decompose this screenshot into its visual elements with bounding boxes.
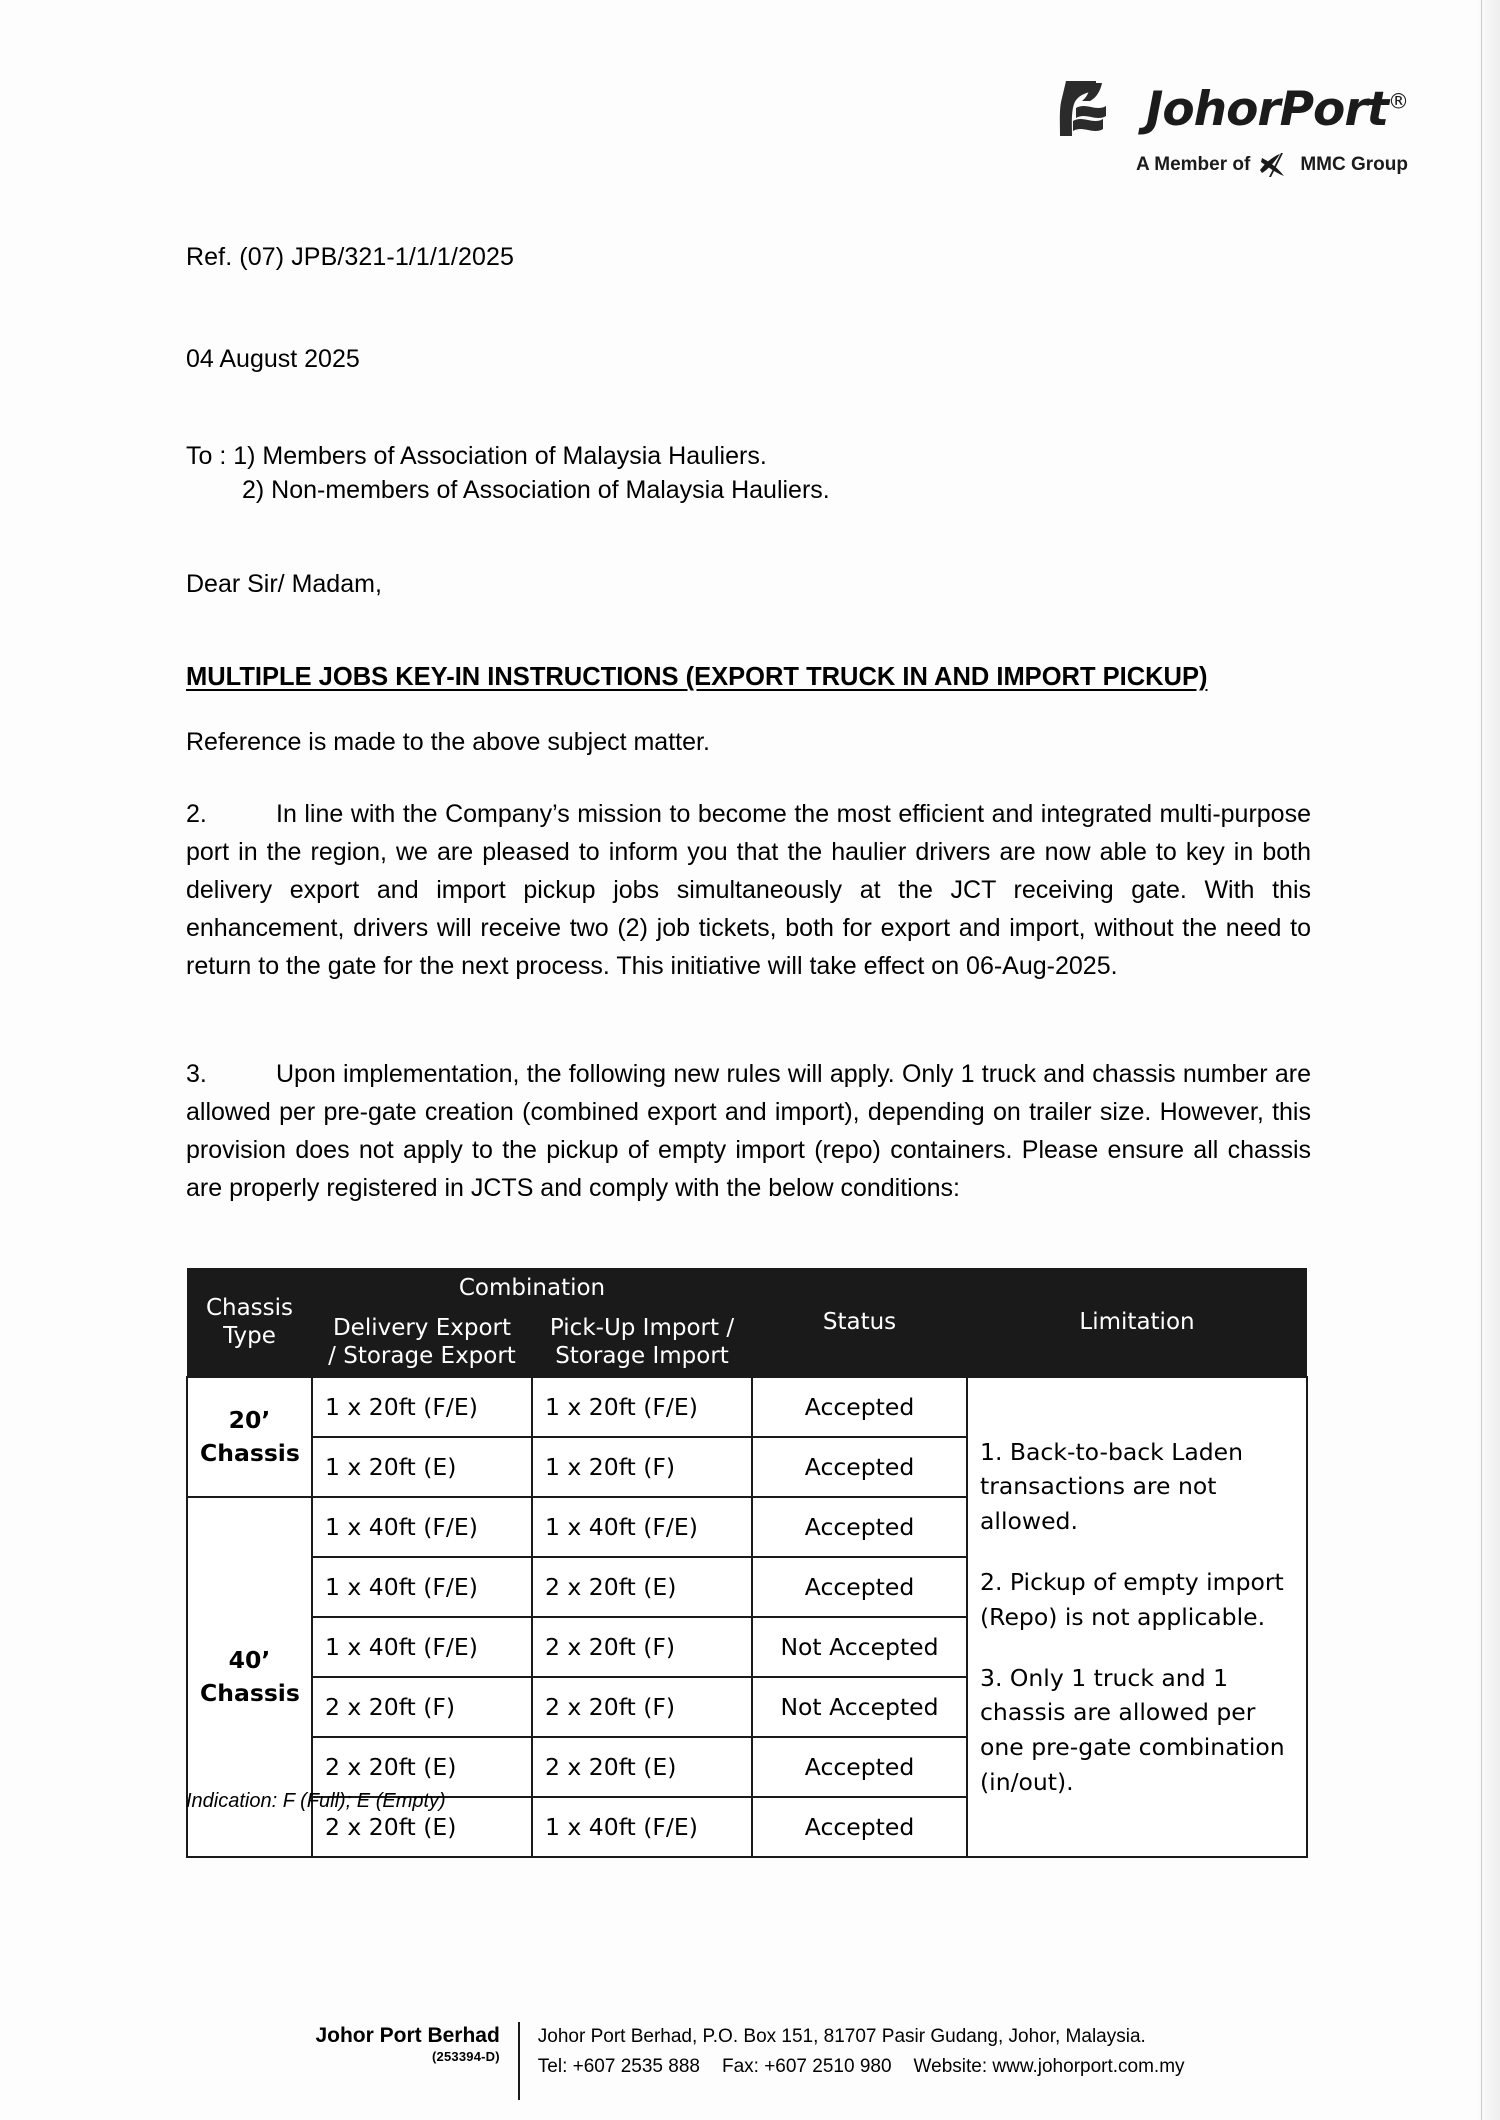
table-header-row-1 [187,1268,1307,1308]
registered-trademark-icon: ® [1388,88,1408,113]
cell-delivery-export: 2 x 20ft (F) [312,1677,532,1737]
cell-pickup-import: 1 x 20ft (F/E) [532,1377,752,1437]
cell-status: Accepted [752,1797,967,1857]
reference-number: Ref. (07) JPB/321-1/1/1/2025 [186,243,514,271]
letterhead [1056,78,1408,178]
cell-delivery-export: 1 x 20ft (F/E) [312,1377,532,1437]
paragraph-2-number: 2. [186,800,207,828]
scan-edge-line [1481,0,1482,2120]
limitation-item-2: 2. Pickup of empty import (Repo) is not applicable. [980,1567,1284,1631]
indication-note: Indication: F (Full); E (Empty) [186,1790,446,1812]
brand-wordmark [1145,81,1408,137]
letter-date: 04 August 2025 [186,345,360,373]
cell-delivery-export: 2 x 20ft (E) [312,1797,532,1857]
paragraph-3-number: 3. [186,1060,207,1088]
cell-status: Not Accepted [752,1677,967,1737]
member-of-label: A Member of [1135,154,1251,175]
header-pickup-import-line1: Pick-Up Import / [549,1315,735,1342]
cell-delivery-export: 1 x 20ft (E) [312,1437,532,1497]
footer-registration-number: (253394-D) [432,2049,500,2065]
footer-address: Johor Port Berhad, P.O. Box 151, 81707 Pasir Gudang, Johor, Malaysia. [537,2026,1146,2047]
footer-tel: Tel: +607 2535 888 [537,2056,700,2078]
header-status: Status [752,1268,967,1377]
chassis-type-20-line1: 20’ [228,1406,271,1435]
chassis-type-20-line2: Chassis [200,1439,300,1468]
limitation-item-1: 1. Back-to-back Laden transactions are not allowed. [980,1437,1244,1536]
cell-pickup-import: 2 x 20ft (E) [532,1737,752,1797]
header-chassis-type-line2: Type [223,1323,276,1350]
cell-status: Accepted [752,1557,967,1617]
footer-website: Website: www.johorport.com.my [913,2056,1185,2078]
johorport-logo-icon [1056,78,1134,140]
paragraph-2 [186,795,1311,985]
reference-statement: Reference is made to the above subject matter. [186,728,710,756]
cell-pickup-import: 1 x 40ft (F/E) [532,1797,752,1857]
cell-status: Accepted [752,1437,967,1497]
header-chassis-type [187,1268,312,1377]
footer-fax: Fax: +607 2510 980 [721,2056,892,2078]
scan-edge-shadow [1476,0,1500,2120]
footer-company-name: Johor Port Berhad [315,2024,500,2047]
paragraph-2-text: In line with the Company’s mission to become the most efficient and integrated multi-purpose port in the region, we are pleased to inform you that the haulier drivers are now able to key in both delivery export and import pickup jobs simultaneously at the JCT receiving gate. With this enhancement, drivers will receive two (2) job tickets, both for export and import, without the need to return to the gate for the next process. This initiative will take effect on 06-Aug-2025. [186,800,1311,980]
page-footer [0,2022,1500,2100]
cell-pickup-import: 2 x 20ft (F) [532,1617,752,1677]
table-row [187,1377,1307,1437]
header-combination: Combination [312,1268,752,1308]
footer-contact-line [538,2052,1185,2082]
mmc-group-label: MMC Group [1300,154,1408,175]
cell-status: Accepted [752,1737,967,1797]
cell-status: Not Accepted [752,1617,967,1677]
recipients-block [186,440,830,507]
cell-pickup-import: 1 x 40ft (F/E) [532,1497,752,1557]
recipient-line-2: 2) Non-members of Association of Malaysia Hauliers. [242,475,830,504]
logo-row [1056,78,1408,140]
cell-limitation [967,1377,1307,1857]
chassis-type-40-line2: Chassis [200,1679,300,1708]
salutation: Dear Sir/ Madam, [186,570,382,598]
cell-delivery-export: 1 x 40ft (F/E) [312,1557,532,1617]
cell-status: Accepted [752,1497,967,1557]
footer-inner [315,2022,1184,2100]
chassis-combination-table-wrap [186,1268,1306,1858]
cell-pickup-import: 2 x 20ft (F) [532,1677,752,1737]
paragraph-3-text: Upon implementation, the following new rules will apply. Only 1 truck and chassis number are allowed per pre-gate creation (combined export and import), depending on trailer size. However, this provision does not apply to the pickup of empty import (repo) containers. Please ensure all chassis are properly registered in JCTS and comply with the below conditions: [186,1060,1311,1202]
subject-heading: MULTIPLE JOBS KEY-IN INSTRUCTIONS (EXPORT TRUCK IN AND IMPORT PICKUP) [186,663,1208,691]
header-chassis-type-line1: Chassis [205,1295,294,1322]
cell-delivery-export: 1 x 40ft (F/E) [312,1497,532,1557]
footer-contact-block [520,2022,1185,2083]
header-delivery-export-line1: Delivery Export [332,1315,512,1342]
cell-pickup-import: 1 x 20ft (F) [532,1437,752,1497]
cell-delivery-export: 2 x 20ft (E) [312,1737,532,1797]
member-of-row [1056,152,1408,178]
cell-status: Accepted [752,1377,967,1437]
header-limitation: Limitation [967,1268,1307,1377]
cell-chassis-type-20 [187,1377,312,1497]
header-delivery-export [312,1308,532,1377]
footer-company-block [315,2022,517,2066]
header-delivery-export-line2: / Storage Export [328,1343,516,1370]
limitation-item-3: 3. Only 1 truck and 1 chassis are allowed per one pre-gate combination (in/out). [980,1663,1285,1796]
table-header [187,1268,1307,1377]
header-pickup-import [532,1308,752,1377]
table-body [187,1377,1307,1857]
chassis-type-40-line1: 40’ [228,1646,271,1675]
recipient-line-1: To : 1) Members of Association of Malaysia Hauliers. [186,442,767,470]
paragraph-3 [186,1055,1311,1207]
cell-delivery-export: 1 x 40ft (F/E) [312,1617,532,1677]
brand-name: JohorPort [1145,81,1388,137]
cell-pickup-import: 2 x 20ft (E) [532,1557,752,1617]
chassis-combination-table [186,1268,1308,1858]
mmc-group-logo-icon [1258,152,1292,178]
header-pickup-import-line2: Storage Import [555,1343,729,1370]
